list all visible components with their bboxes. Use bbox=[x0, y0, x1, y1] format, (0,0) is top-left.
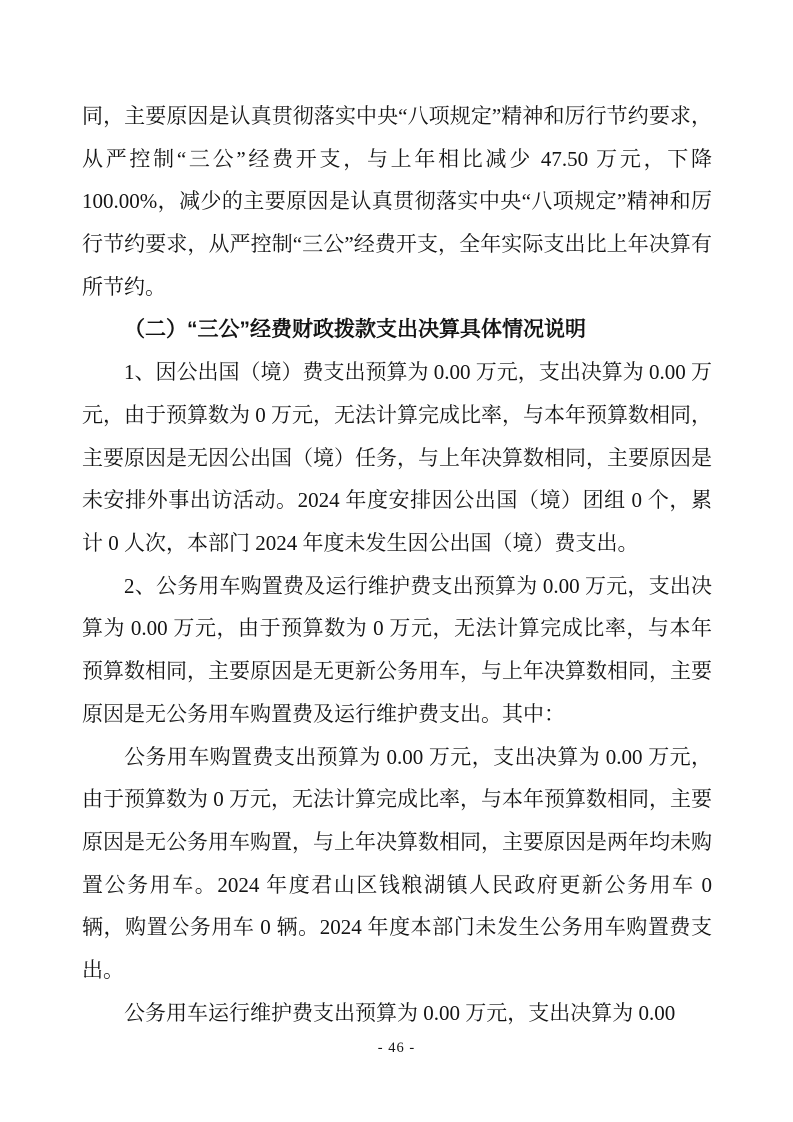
section-heading: （二）“三公”经费财政拨款支出决算具体情况说明 bbox=[124, 317, 586, 341]
paragraph-item-2-official-vehicles: 2、公务用车购置费及运行维护费支出预算为 0.00 万元，支出决算为 0.00 万元，由于预算数为 0 万元，无法计算完成比率，与本年预算数相同，主要原因是无更新公务用车，与上年决算数相同，主要原因是无公务用车购置费及运行维护费支出。其中： bbox=[82, 573, 712, 726]
document-body bbox=[82, 95, 712, 1034]
page-number: - 46 - bbox=[377, 1040, 416, 1056]
paragraph-item-1-overseas-travel: 1、因公出国（境）费支出预算为 0.00 万元，支出决算为 0.00 万元，由于预算数为 0 万元，无法计算完成比率，与本年预算数相同，主要原因是无因公出国（境）任务，与上年决算数相同，主要原因是未安排外事出访活动。2024 年度安排因公出国（境）团组 0 个，累计 0 人次，本部门 2024 年度未发生因公出国（境）费支出。 bbox=[82, 360, 712, 556]
paragraph-vehicle-purchase: 公务用车购置费支出预算为 0.00 万元，支出决算为 0.00 万元，由于预算数为 0 万元，无法计算完成比率，与本年预算数相同，主要原因是无公务用车购置，与上年决算数相同，主要原因是两年均未购置公务用车。2024 年度君山区钱粮湖镇人民政府更新公务用车 0 辆，购置公务用车 0 辆。2024 年度本部门未发生公务用车购置费支出。 bbox=[82, 744, 712, 983]
paragraph-vehicle-maintenance-partial: 公务用车运行维护费支出预算为 0.00 万元，支出决算为 0.00 bbox=[124, 1000, 676, 1025]
paragraph-continuation: 同，主要原因是认真贯彻落实中央“八项规定”精神和厉行节约要求，从严控制“三公”经费开支，与上年相比减少 47.50 万元，下降 100.00%，减少的主要原因是认真贯彻落实中央“八项规定”精神和厉行节约要求，从严控制“三公”经费开支，全年实际支出比上年决算有所节约。 bbox=[82, 104, 712, 299]
